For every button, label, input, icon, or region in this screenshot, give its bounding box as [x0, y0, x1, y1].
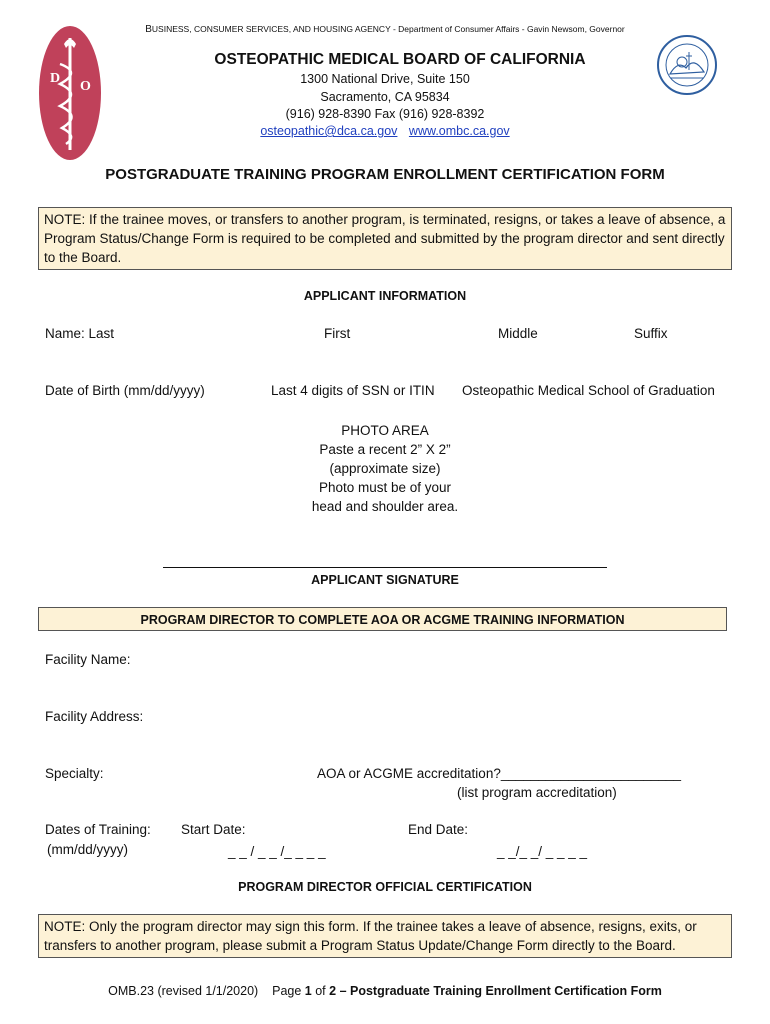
- specialty-label: Specialty:: [45, 766, 104, 781]
- photo-line: PHOTO AREA: [341, 423, 429, 438]
- photo-line: (approximate size): [329, 461, 441, 476]
- dob-label: Date of Birth (mm/dd/yyyy): [45, 383, 205, 398]
- photo-area[interactable]: [280, 421, 490, 516]
- note-top: NOTE: If the trainee moves, or transfers to another program, is terminated, resigns, or takes a leave of absence, a Program Status/Change Form is required to be completed and submitted by the program director and sent directly to the Board.: [38, 207, 732, 270]
- applicant-signature-label: APPLICANT SIGNATURE: [311, 573, 459, 587]
- note-bottom: NOTE: Only the program director may sign this form. If the trainee takes a leave of absence, resigns, exits, or transfers to another program, please submit a Program Status Update/Change Form directly to the Board.: [38, 914, 732, 958]
- website-link[interactable]: www.ombc.ca.gov: [408, 124, 510, 138]
- signature-line[interactable]: [163, 567, 607, 568]
- facility-address-label: Facility Address:: [45, 709, 144, 724]
- name-first-label: First: [324, 326, 351, 341]
- page-current: 1: [304, 984, 312, 998]
- page-footer: [0, 984, 770, 998]
- form-title: POSTGRADUATE TRAINING PROGRAM ENROLLMENT CERTIFICATION FORM: [105, 166, 665, 183]
- phone-fax: (916) 928-8390 Fax (916) 928-8392: [285, 107, 485, 121]
- page-word: Page: [272, 984, 302, 998]
- footer-doc-title: – Postgraduate Training Enrollment Certification Form: [336, 984, 662, 998]
- name-suffix-label: Suffix: [634, 326, 668, 341]
- form-number: OMB.23 (revised 1/1/2020): [108, 984, 259, 998]
- photo-line: head and shoulder area.: [311, 499, 459, 514]
- logo-letter-o: O: [80, 79, 91, 94]
- start-date-field[interactable]: _ _ / _ _ /_ _ _ _: [228, 844, 326, 859]
- program-director-heading: PROGRAM DIRECTOR TO COMPLETE AOA OR ACGME TRAINING INFORMATION: [38, 607, 727, 631]
- accreditation-hint: (list program accreditation): [457, 785, 617, 800]
- facility-name-label: Facility Name:: [45, 652, 131, 667]
- certification-heading: PROGRAM DIRECTOR OFFICIAL CERTIFICATION: [238, 880, 532, 894]
- photo-line: Photo must be of your: [318, 480, 452, 495]
- agency-line: BUSINESS, CONSUMER SERVICES, AND HOUSING AGENCY - Department of Consumer Affairs - Gavin Newsom, Governor: [145, 24, 625, 35]
- email-link[interactable]: osteopathic@dca.ca.gov: [260, 124, 398, 138]
- end-date-field[interactable]: _ _/_ _/ _ _ _ _: [497, 844, 588, 859]
- logo-letter-d: D: [50, 71, 61, 86]
- school-label: Osteopathic Medical School of Graduation: [462, 383, 715, 398]
- page-of: of: [315, 984, 326, 998]
- org-name: OSTEOPATHIC MEDICAL BOARD OF CALIFORNIA: [214, 51, 586, 68]
- page-total: 2: [329, 984, 337, 998]
- contact-links: [0, 124, 770, 138]
- start-date-label: Start Date:: [181, 822, 246, 837]
- address-line-2: Sacramento, CA 95834: [320, 90, 450, 104]
- end-date-label: End Date:: [408, 822, 469, 837]
- applicant-info-heading: APPLICANT INFORMATION: [303, 289, 467, 303]
- accreditation-field[interactable]: AOA or ACGME accreditation?________________________: [317, 766, 682, 781]
- name-last-label: Name: Last: [45, 326, 115, 341]
- address-line-1: 1300 National Drive, Suite 150: [300, 72, 470, 86]
- dates-of-training-label: Dates of Training:: [45, 822, 151, 837]
- dates-format-label: (mm/dd/yyyy): [47, 842, 128, 857]
- photo-line: Paste a recent 2” X 2”: [319, 442, 451, 457]
- ssn-label: Last 4 digits of SSN or ITIN: [271, 383, 435, 398]
- name-middle-label: Middle: [498, 326, 538, 341]
